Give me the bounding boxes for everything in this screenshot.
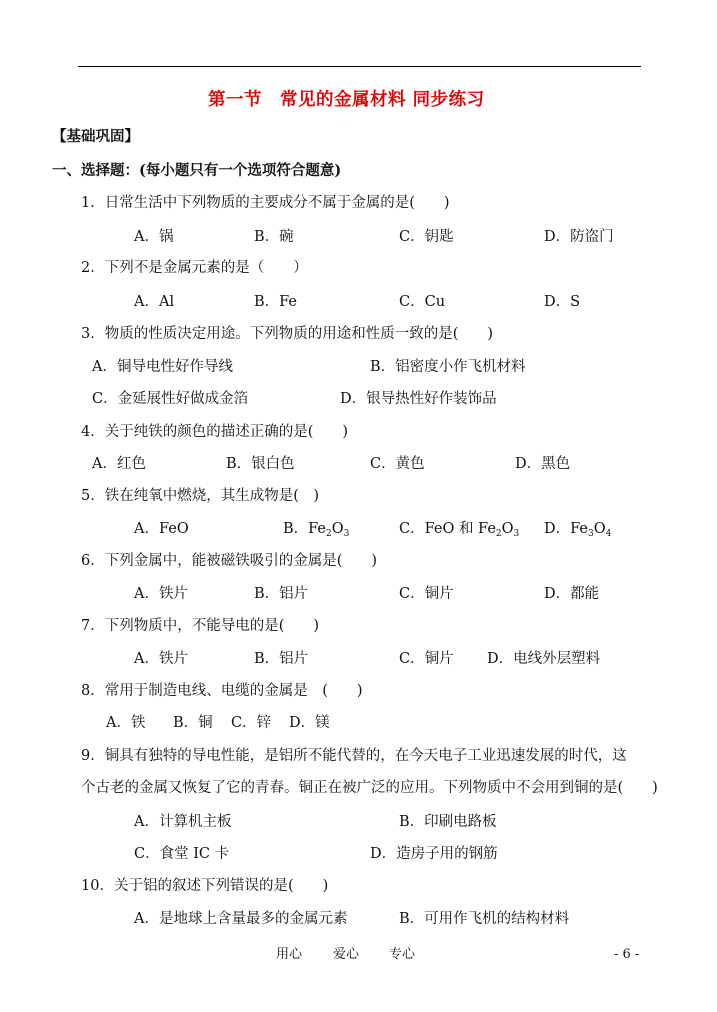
q6-option-c: C．铜片 bbox=[399, 586, 454, 602]
question-9-stem-line2: 个古老的金属又恢复了它的青春。铜正在被广泛的应用。下列物质中不会用到铜的是( ) bbox=[81, 780, 658, 796]
question-8-stem: 8．常用于制造电线、电缆的金属是 ( ) bbox=[81, 683, 363, 699]
q10-option-b: B．可用作飞机的结构材料 bbox=[399, 911, 570, 927]
q3-option-c: C．金延展性好做成金箔 bbox=[92, 391, 249, 407]
q6-option-d: D．都能 bbox=[544, 586, 600, 602]
q7-option-d: D．电线外层塑料 bbox=[487, 651, 601, 667]
q7-option-c: C．铜片 bbox=[399, 651, 454, 667]
q7-option-a: A．铁片 bbox=[134, 651, 188, 667]
q2-option-c: C．Cu bbox=[399, 294, 446, 310]
part-heading: 一、选择题：(每小题只有一个选项符合题意) bbox=[52, 162, 342, 179]
question-2-stem: 2．下列不是金属元素的是（ ） bbox=[81, 260, 308, 276]
q5-option-d: D．$Fe_3O_4$ bbox=[544, 521, 612, 539]
question-4-stem: 4．关于纯铁的颜色的描述正确的是( ) bbox=[81, 424, 349, 440]
q3-option-a: A．铜导电性好作导线 bbox=[92, 359, 233, 375]
q5-option-b: B．$Fe_2O_3$ bbox=[283, 521, 350, 539]
q7-option-b: B．铝片 bbox=[254, 651, 309, 667]
q9-option-b: B．印刷电路板 bbox=[399, 814, 497, 830]
q4-option-a: A．红色 bbox=[92, 456, 146, 472]
q3-option-d: D．银导热性好作装饰品 bbox=[340, 391, 497, 407]
q2-option-d: D．S bbox=[544, 294, 581, 310]
question-6-stem: 6．下列金属中，能被磁铁吸引的金属是( ) bbox=[81, 553, 378, 569]
q6-option-a: A．铁片 bbox=[134, 586, 188, 602]
q2-option-b: B．Fe bbox=[254, 294, 298, 310]
q9-option-a: A．计算机主板 bbox=[134, 814, 232, 830]
q9-option-c: C．食堂 IC 卡 bbox=[134, 846, 230, 862]
q9-option-d: D．造房子用的钢筋 bbox=[370, 846, 498, 862]
question-3-stem: 3．物质的性质决定用途。下列物质的用途和性质一致的是( ) bbox=[81, 326, 494, 342]
q3-option-b: B．铝密度小作飞机材料 bbox=[370, 359, 526, 375]
footer-text-3: 专心 bbox=[389, 947, 416, 962]
question-10-stem: 10．关于铝的叙述下列错误的是( ) bbox=[81, 878, 329, 894]
q8-option-d: D．镁 bbox=[289, 715, 330, 731]
question-9-stem-line1: 9．铜具有独特的导电性能，是铝所不能代替的，在今天电子工业迅速发展的时代，这 bbox=[81, 748, 627, 764]
q2-option-a: A．Al bbox=[134, 294, 175, 310]
q4-option-b: B．银白色 bbox=[226, 456, 295, 472]
footer-text-1: 用心 bbox=[276, 947, 303, 962]
q8-option-c: C．锌 bbox=[231, 715, 272, 731]
q4-option-d: D．黑色 bbox=[515, 456, 571, 472]
page-title: 第一节 常见的金属材料 同步练习 bbox=[208, 90, 485, 110]
question-1-stem: 1．日常生活中下列物质的主要成分不属于金属的是( ) bbox=[81, 195, 450, 211]
section-label: 【基础巩固】 bbox=[52, 128, 139, 145]
q6-option-b: B．铝片 bbox=[254, 586, 309, 602]
q1-option-b: B．碗 bbox=[254, 229, 294, 245]
footer-text-2: 爱心 bbox=[333, 947, 360, 962]
q1-option-d: D．防盗门 bbox=[544, 229, 614, 245]
q1-option-c: C．钥匙 bbox=[399, 229, 454, 245]
q8-option-b: B．铜 bbox=[173, 715, 213, 731]
question-5-stem: 5．铁在纯氧中燃烧，其生成物是( ) bbox=[81, 488, 320, 504]
question-7-stem: 7．下列物质中，不能导电的是( ) bbox=[81, 618, 320, 634]
q8-option-a: A．铁 bbox=[106, 715, 146, 731]
q4-option-c: C．黄色 bbox=[370, 456, 425, 472]
q1-option-a: A．锅 bbox=[134, 229, 174, 245]
q5-option-c: C．FeO 和 $Fe_2O_3$ bbox=[399, 521, 520, 539]
header-rule bbox=[78, 66, 641, 67]
q10-option-a: A．是地球上含量最多的金属元素 bbox=[134, 911, 348, 927]
page-number: - 6 - bbox=[614, 947, 640, 962]
q5-option-a: A．FeO bbox=[134, 521, 189, 537]
